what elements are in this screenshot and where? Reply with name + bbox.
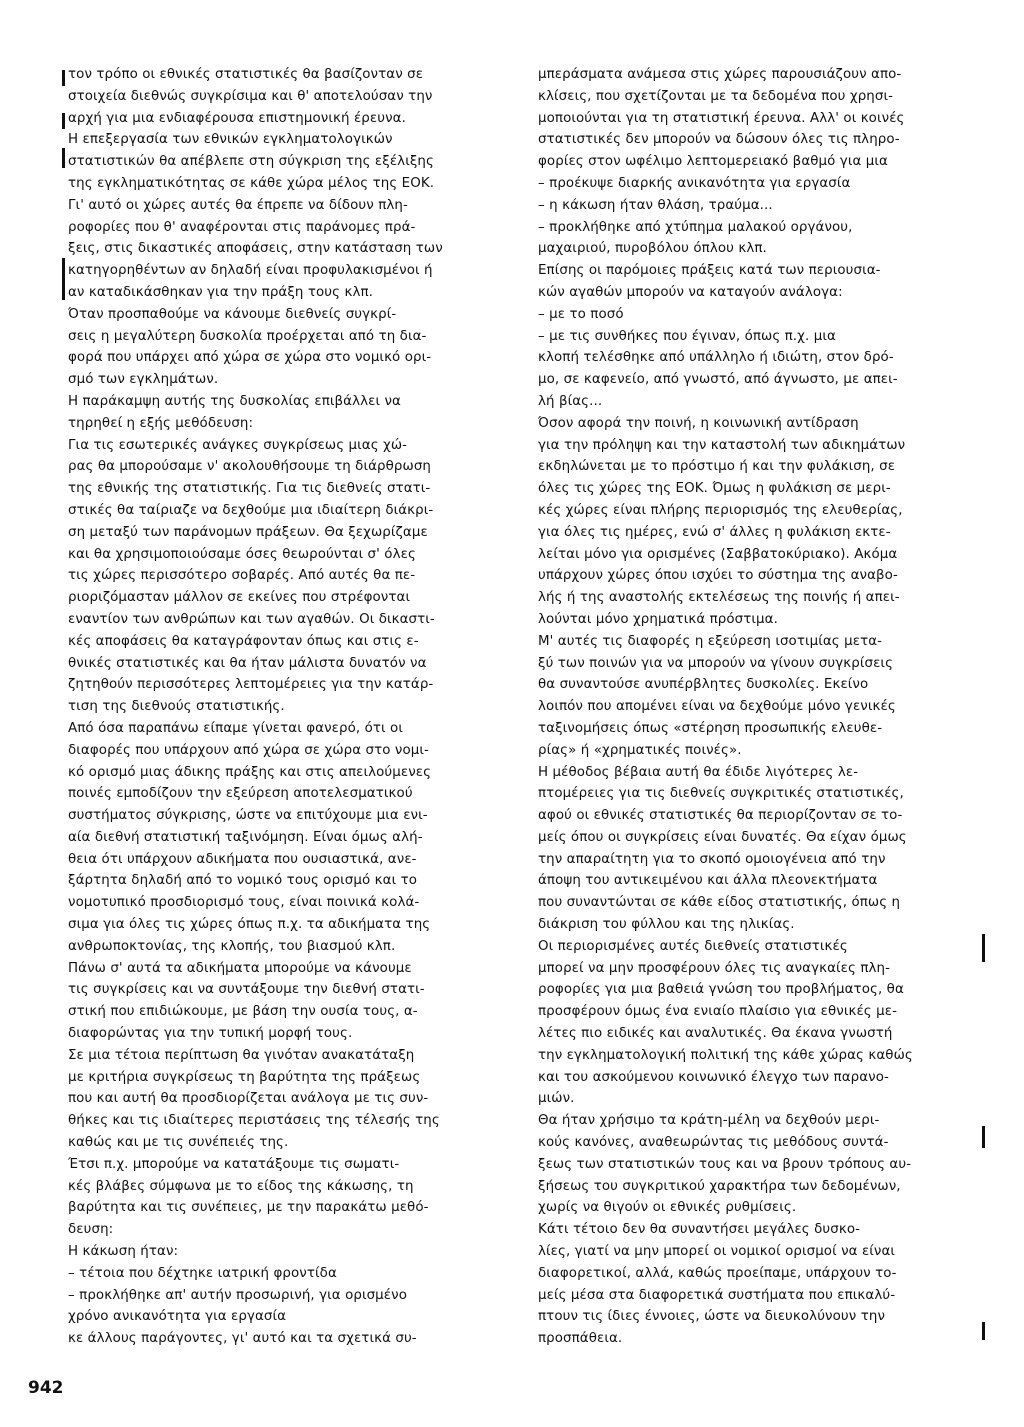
text-line: δευση: <box>68 1222 114 1238</box>
text-line: – προκλήθηκε από χτύπημα μαλακού οργάνου, <box>538 219 853 235</box>
text-line: Η μέθοδος βέβαια αυτή θα έδιδε λιγότερες λε- <box>538 764 859 780</box>
text-line: φορά που υπάρχει από χώρα σε χώρα στο νομικό ορι- <box>68 350 432 366</box>
text-line: Μ' αυτές τις διαφορές η εξεύρεση ισοτιμίας μετα- <box>538 633 883 649</box>
text-line: ση μεταξύ των παράνομων πράξεων. Θα ξεχωρίζαμε <box>68 524 428 540</box>
text-line: Θα ήταν χρήσιμο τα κράτη-μέλη να δεχθούν μερι- <box>538 1113 880 1129</box>
text-line: μπεράσματα ανάμεσα στις χώρες παρουσιάζουν απο- <box>538 67 902 82</box>
right-column <box>538 64 978 1350</box>
text-line: ξύ των ποινών για να μπορούν να γίνουν συγκρίσεις <box>538 655 894 671</box>
text-line: τιση της διεθνούς στατιστικής. <box>68 699 285 715</box>
text-line: κούς κανόνες, αναθεωρώντας τις μεθόδους συντά- <box>538 1135 889 1151</box>
text-line: της εθνικής της στατιστικής. Για τις διεθνείς στατι- <box>68 481 431 497</box>
text-line: της εγκληματικότητας σε κάθε χώρα μέλος της ΕΟΚ. <box>68 175 435 191</box>
text-line: για όλες τις ημέρες, ενώ σ' άλλες η φυλάκιση εκτε- <box>538 524 891 540</box>
text-line: λίες, γιατί να μην μπορεί οι νομικοί ορισμοί να είναι <box>538 1244 896 1260</box>
text-line: ζητηθούν περισσότερες λεπτομέρειες για την κατάρ- <box>68 677 434 693</box>
text-line: ανθρωποκτονίας, της κλοπής, του βιασμού κλπ. <box>68 938 396 954</box>
text-line: που συναντώνται σε κάθε είδος στατιστικής, όπως η <box>538 895 901 911</box>
text-line: την απαραίτητη για το σκοπό ομοιογένεια από την <box>538 851 886 867</box>
text-line: κές αποφάσεις θα καταγράφονταν όπως και στις ε- <box>68 633 419 649</box>
text-line: άποψη του αντικειμένου και άλλα πλεονεκτήματα <box>538 873 878 889</box>
margin-bar <box>982 934 985 962</box>
text-line: μαχαιριού, πυροβόλου όπλου κλπ. <box>538 241 767 257</box>
text-line: λείται μόνο για ορισμένες (Σαββατοκύριακο). Ακόμα <box>538 546 898 562</box>
text-line: λοιπόν που απομένει είναι να δεχθούμε μόνο γενικές <box>538 699 896 715</box>
text-line: Κάτι τέτοιο δεν θα συναντήσει μεγάλες δυσκο- <box>538 1222 861 1238</box>
text-line: σμό των εγκλημάτων. <box>68 372 219 388</box>
text-line: διαφορετικοί, αλλά, καθώς προείπαμε, υπάρχουν το- <box>538 1265 897 1281</box>
text-line: θεια ότι υπάρχουν αδικήματα που ουσιαστικά, ανε- <box>68 851 417 867</box>
text-line: διάκριση του φύλλου και της ηλικίας. <box>538 917 795 933</box>
text-line: ξεις, στις δικαστικές αποφάσεις, στην κατάσταση των <box>68 241 443 257</box>
text-line: κές χώρες είναι πλήρης περιορισμός της ελευθερίας, <box>538 502 903 518</box>
text-line: φορίες στον ωφέλιμο λεπτομερειακό βαθμό για μια <box>538 154 888 170</box>
text-line: – η κάκωση ήταν θλάση, τραύμα... <box>538 197 773 213</box>
text-line: διαφορές που υπάρχουν από χώρα σε χώρα στο νομι- <box>68 742 429 758</box>
text-line: πτομέρειες για τις διεθνείς συγκριτικές στατιστικές, <box>538 786 904 802</box>
text-line: χωρίς να θιγούν οι εθνικές ρυθμίσεις. <box>538 1200 797 1216</box>
text-line: την εγκληματολογική πολιτική της κάθε χώρας καθώς <box>538 1047 913 1063</box>
text-line: – προκλήθηκε απ' αυτήν προσωρινή, για ορισμένο <box>68 1287 408 1303</box>
text-line: ποινές εμποδίζουν την εξεύρεση αποτελεσματικού <box>68 786 413 802</box>
text-line: στατιστικών θα απέβλεπε στη σύγκριση της εξέλιξης <box>68 154 434 170</box>
text-line: – με τις συνθήκες που έγιναν, όπως π.χ. μια <box>538 328 836 344</box>
text-line: στική που επιδιώκουμε, με βάση την ουσία τους, α- <box>68 1004 418 1020</box>
margin-bar <box>982 1322 985 1340</box>
text-line: ροφορίες για μια βαθειά γνώση του προβλήματος, θα <box>538 982 904 998</box>
text-line: με κριτήρια συγκρίσεως τη βαρύτητα της πράξεως <box>68 1069 421 1085</box>
text-line: Γι' αυτό οι χώρες αυτές θα έπρεπε να δίδουν πλη- <box>68 197 408 213</box>
text-line: ξάρτητα δηλαδή από το νομικό τους ορισμό και το <box>68 873 418 889</box>
text-line: εκδηλώνεται με το πρόστιμο ή και την φυλάκιση, σε <box>538 459 896 475</box>
text-line: μο, σε καφενείο, από γνωστό, από άγνωστο, με απει- <box>538 372 898 388</box>
text-line: ρίας» ή «χρηματικές ποινές». <box>538 742 742 758</box>
text-line: Επίσης οι παρόμοιες πράξεις κατά των περιουσια- <box>538 263 881 279</box>
text-line: σιμα για όλες τις χώρες όπως π.χ. τα αδικήματα της <box>68 917 431 933</box>
text-line: Οι περιορισμένες αυτές διεθνείς στατιστικές <box>538 938 848 954</box>
text-line: ξήσεως του συγκριτικού χαρακτήρα των δεδομένων, <box>538 1178 901 1194</box>
text-line: θα συναντούσε ανυπέρβλητες δυσκολίες. Εκείνο <box>538 677 869 693</box>
text-line: νομοτυπικό προσδιορισμό τους, είναι ποινικά κολά- <box>68 895 420 911</box>
text-line: – τέτοια που δέχτηκε ιατρική φροντίδα <box>68 1265 337 1281</box>
text-line: προσφέρουν όμως ένα ενιαίο πλαίσιο για εθνικές με- <box>538 1004 898 1020</box>
text-line: ξεως των στατιστικών τους και να βρουν τρόπους αυ- <box>538 1156 912 1172</box>
text-line: λούνται μόνο χρηματικά πρόστιμα. <box>538 611 778 627</box>
text-line: Σε μια τέτοια περίπτωση θα γινόταν ανακατάταξη <box>68 1047 415 1063</box>
text-line: προσπάθεια. <box>538 1331 623 1347</box>
text-line: κλίσεις, που σχετίζονται με τα δεδομένα που χρησι- <box>538 88 894 104</box>
text-line: λή βίας... <box>538 393 603 409</box>
text-line: εναντίον των ανθρώπων και των αγαθών. Οι δικαστι- <box>68 611 435 627</box>
text-line: υπάρχουν χώρες όπου ισχύει το σύστημα της αναβο- <box>538 568 898 584</box>
text-line: ριοριζόμασταν μάλλον σε εκείνες που στρέφονται <box>68 590 411 606</box>
text-line: ταξινομήσεις όπως «στέρηση προσωπικής ελευθε- <box>538 720 883 736</box>
margin-bar <box>62 70 65 86</box>
text-line: τις συγκρίσεις και να συντάξουμε την διεθνή στατι- <box>68 982 425 998</box>
text-line: χρόνο ανικανότητα για εργασία <box>68 1309 287 1325</box>
text-line: ροφορίες που θ' αναφέρονται στις παράνομες πρά- <box>68 219 416 235</box>
text-line: αν καταδικάσθηκαν για την πράξη τους κλπ. <box>68 284 374 300</box>
text-line: μοποιούνται για τη στατιστική έρευνα. Αλλ' οι κοινές <box>538 110 905 126</box>
text-line: πτουν τις ίδιες έννοιες, ώστε να διευκολύνουν την <box>538 1309 886 1325</box>
text-line: μείς μέσα στα διαφορετικά συστήματα που επικαλύ- <box>538 1287 896 1303</box>
text-line: λής ή της αναστολής εκτελέσεως της ποινής ή απει- <box>538 590 900 606</box>
text-line: για την πρόληψη και την καταστολή των αδικημάτων <box>538 437 906 453</box>
left-column <box>68 64 510 1350</box>
text-line: και του ασκούμενου κοινωνικό έλεγχο των παρανο- <box>538 1069 889 1085</box>
text-line: που και αυτή θα προσδιορίζεται ανάλογα με τις συν- <box>68 1091 429 1107</box>
text-line: θήκες και τις ιδιαίτερες περιστάσεις της τέλεσής της <box>68 1113 440 1129</box>
margin-bar <box>982 1126 985 1148</box>
page-number: 942 <box>28 1378 64 1398</box>
text-line: όλες τις χώρες της ΕΟΚ. Όμως η φυλάκιση σε μερι- <box>538 481 891 497</box>
text-line: Για τις εσωτερικές ανάγκες συγκρίσεως μιας χώ- <box>68 437 408 453</box>
text-line: και θα χρησιμοποιούσαμε όσες θεωρούνται σ' όλες <box>68 546 416 562</box>
text-line: αφού οι εθνικές στατιστικές θα περιορίζονταν σε το- <box>538 808 903 824</box>
margin-bar <box>62 113 65 129</box>
text-line: αρχή για μια ενδιαφέρουσα επιστημονική έρευνα. <box>68 110 406 126</box>
text-line: Η κάκωση ήταν: <box>68 1244 179 1260</box>
text-line: Η παράκαμψη αυτής της δυσκολίας επιβάλλει να <box>68 393 401 409</box>
text-line: λέτες πιο ειδικές και αναλυτικές. Θα έκανα γνωστή <box>538 1026 893 1042</box>
text-line: μιών. <box>538 1091 575 1107</box>
text-line: Από όσα παραπάνω είπαμε γίνεται φανερό, ότι οι <box>68 720 403 736</box>
text-line: στοιχεία διεθνώς συγκρίσιμα και θ' αποτελούσαν την <box>68 88 433 104</box>
text-line: βαρύτητα και τις συνέπειες, με την παρακάτω μεθό- <box>68 1200 429 1216</box>
text-line: κές βλάβες σύμφωνα με το είδος της κάκωσης, τη <box>68 1178 414 1194</box>
text-line: κε άλλους παράγοντες, γι' αυτό και τα σχετικά συ- <box>68 1331 417 1347</box>
text-line: τηρηθεί η εξής μεθόδευση: <box>68 415 254 431</box>
text-line: καθώς και με τις συνέπειές της. <box>68 1135 289 1151</box>
text-line: κό ορισμό μιας άδικης πράξης και στις απειλούμενες <box>68 764 432 780</box>
text-line: Η επεξεργασία των εθνικών εγκληματολογικών <box>68 132 393 148</box>
text-line: Όταν προσπαθούμε να κάνουμε διεθνείς συγκρί- <box>68 306 397 322</box>
text-line: θνικές στατιστικές και θα ήταν μάλιστα δυνατόν να <box>68 655 427 671</box>
text-line: Έτσι π.χ. μπορούμε να κατατάξουμε τις σωματι- <box>68 1156 400 1172</box>
text-line: διαφορώντας για την τυπική μορφή τους. <box>68 1026 353 1042</box>
text-line: στικές θα ταίριαζε να δεχθούμε μια ιδιαίτερη διάκρι- <box>68 502 434 518</box>
text-line: – προέκυψε διαρκής ανικανότητα για εργασία <box>538 175 851 191</box>
text-line: μπορεί να μην προσφέρουν όλες τις αναγκαίες πλη- <box>538 960 891 976</box>
text-line: στατιστικές δεν μπορούν να δώσουν όλες τις πληρο- <box>538 132 900 148</box>
text-line: μείς όπου οι συγκρίσεις είναι δυνατές. Θα είχαν όμως <box>538 829 907 845</box>
margin-bar <box>62 278 65 300</box>
text-line: κατηγορηθέντων αν δηλαδή είναι προφυλακισμένοι ή <box>68 263 433 279</box>
text-line: κών αγαθών μπορούν να καταγούν ανάλογα: <box>538 284 843 300</box>
text-line: τις χώρες περισσότερο σοβαρές. Από αυτές θα πε- <box>68 568 416 584</box>
margin-bar <box>62 148 65 168</box>
text-line: ρας θα μπορούσαμε ν' ακολουθήσουμε τη διάρθρωση <box>68 459 432 475</box>
text-line: Όσον αφορά την ποινή, η κοινωνική αντίδραση <box>538 415 859 431</box>
text-line: σεις η μεγαλύτερη δυσκολία προέρχεται από τη δια- <box>68 328 427 344</box>
text-line: – με το ποσό <box>538 306 624 322</box>
text-line: αία διεθνή στατιστική ταξινόμηση. Είναι όμως αλή- <box>68 829 423 845</box>
text-line: τον τρόπο οι εθνικές στατιστικές θα βασίζονταν σε <box>68 67 424 82</box>
text-line: κλοπή τελέσθηκε από υπάλληλο ή ιδιώτη, στον δρό- <box>538 350 894 366</box>
text-line: συστήματος σύγκρισης, ώστε να επιτύχουμε μια ενι- <box>68 808 428 824</box>
text-line: Πάνω σ' αυτά τα αδικήματα μπορούμε να κάνουμε <box>68 960 412 976</box>
